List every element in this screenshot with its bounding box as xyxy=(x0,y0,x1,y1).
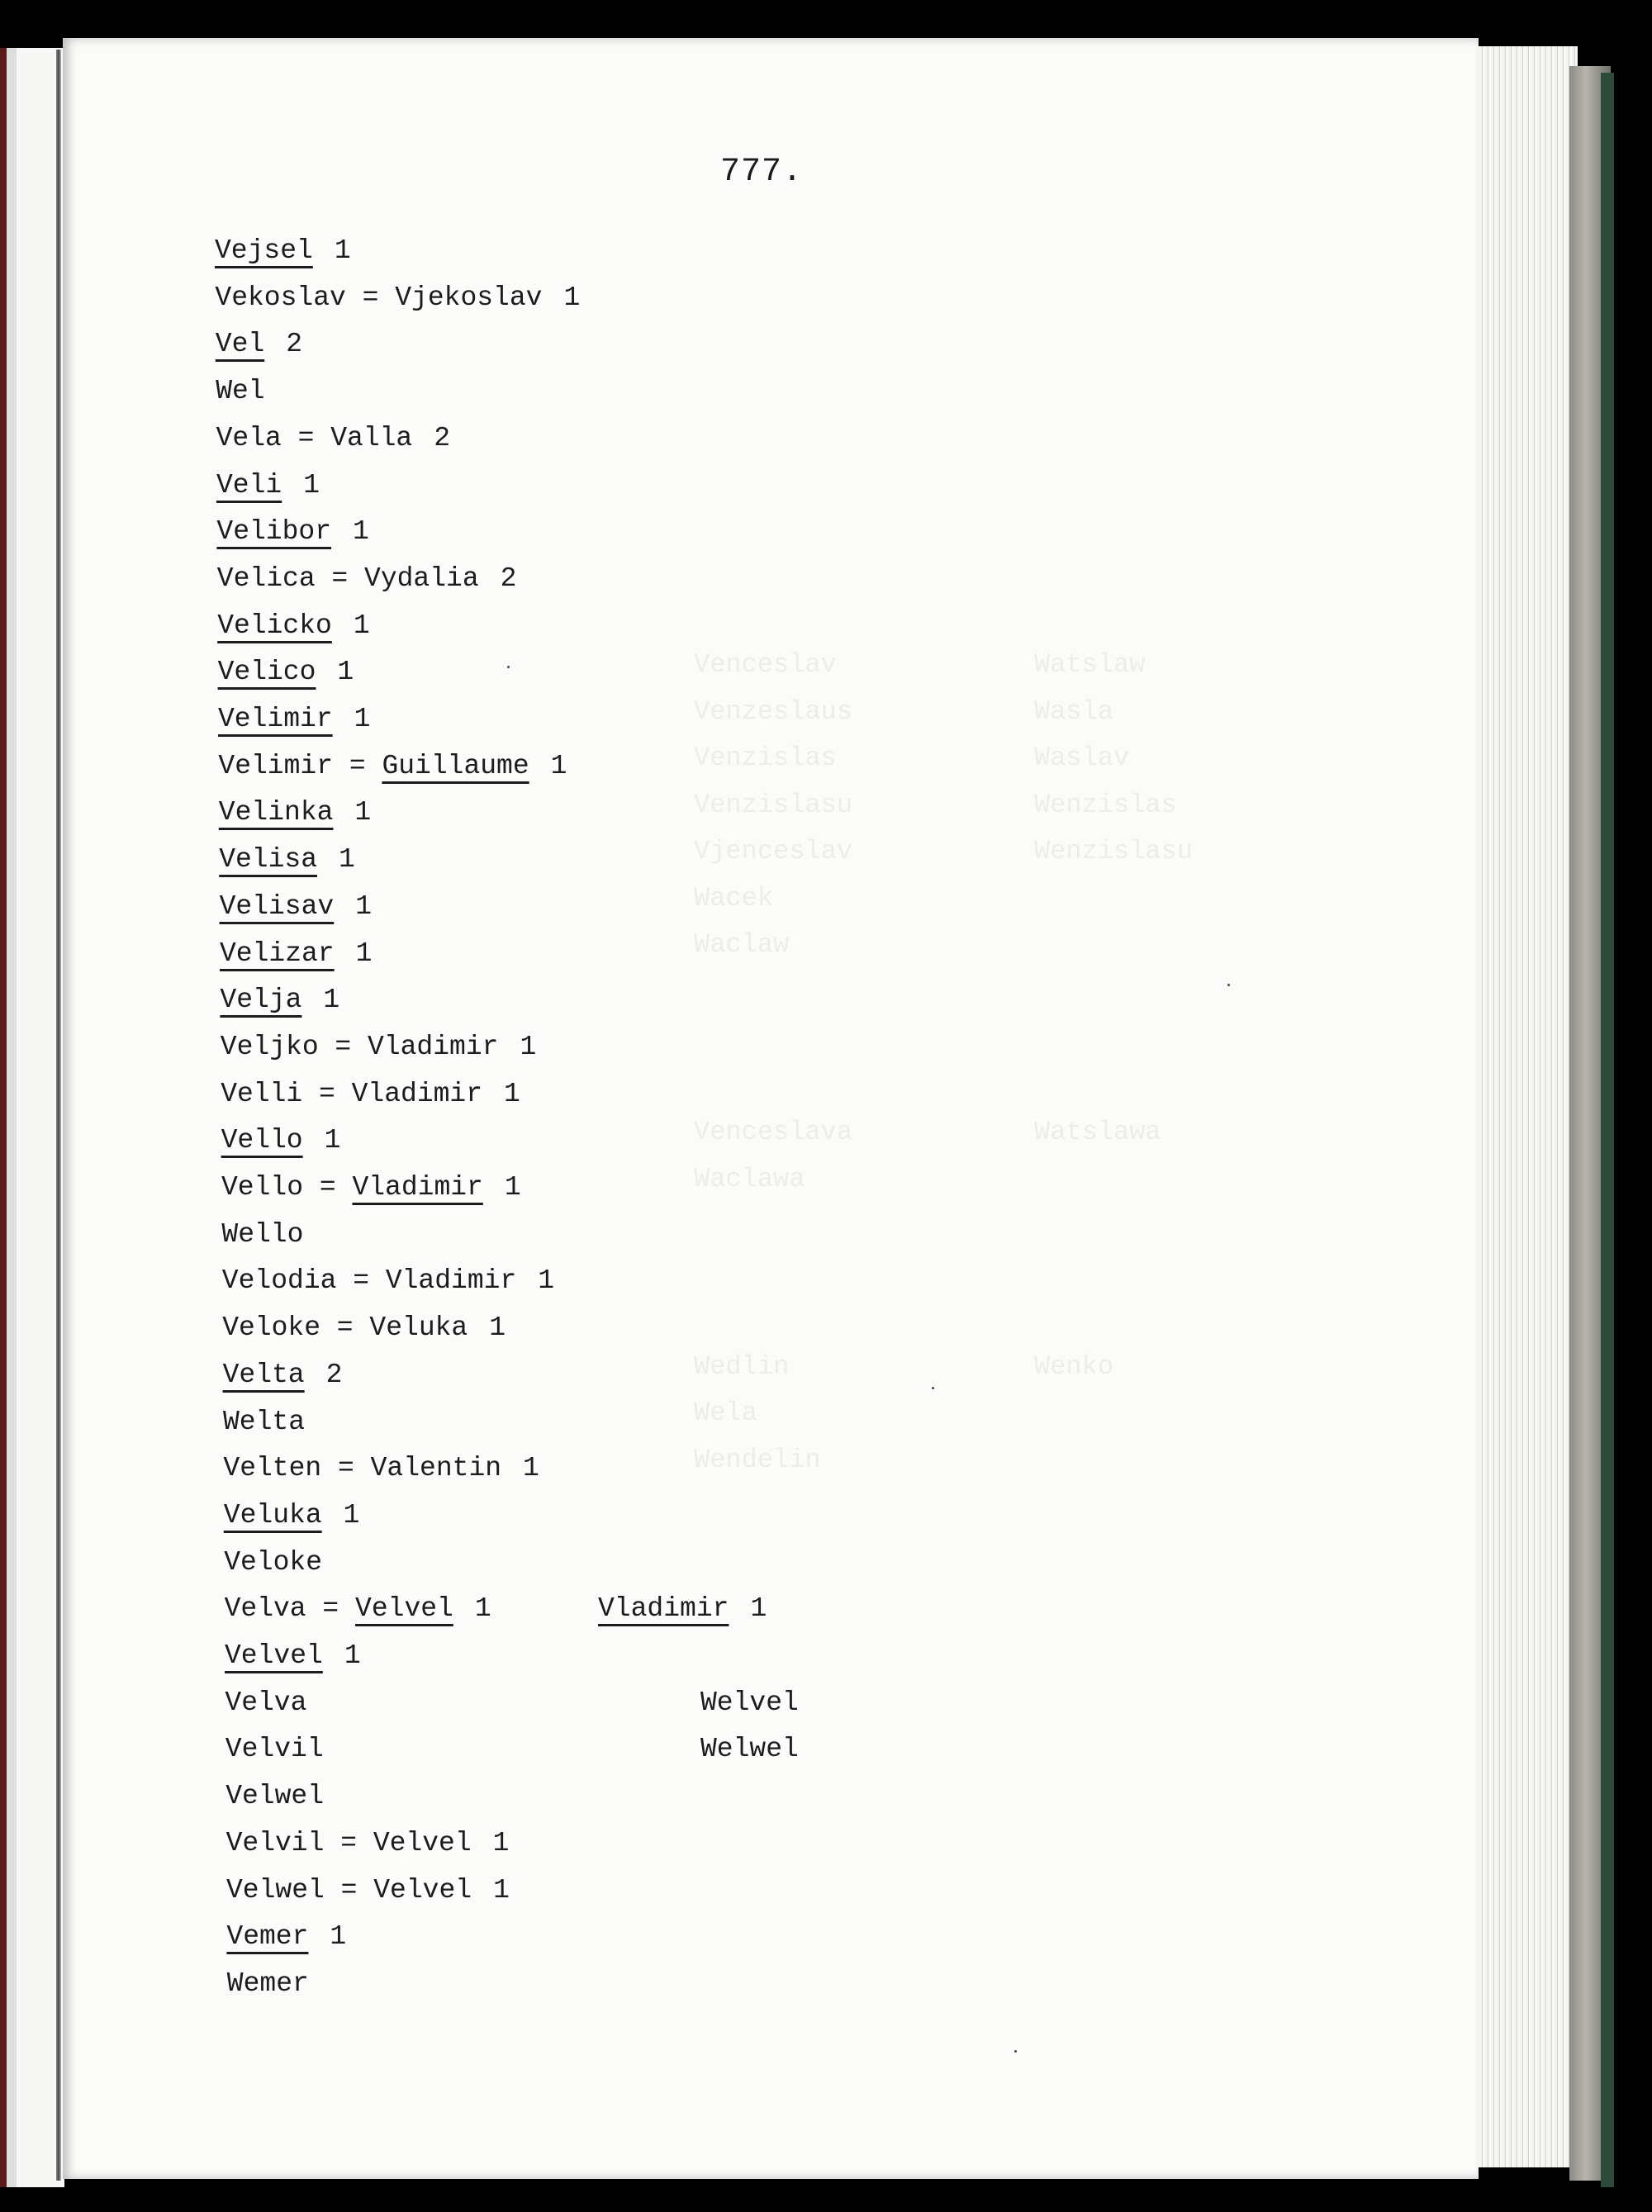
entry-name: Velja xyxy=(220,985,302,1016)
index-entry xyxy=(222,1265,554,1298)
entry-name: Vello xyxy=(221,1125,303,1156)
entry-name: Welta xyxy=(223,1406,306,1437)
ghost-word: Watslawa xyxy=(1034,1117,1161,1147)
index-entry xyxy=(218,703,370,736)
entry-count: 2 xyxy=(500,562,517,594)
ghost-word: Watslaw xyxy=(1034,649,1146,680)
entry-name: Velwel = Velvel xyxy=(226,1874,472,1906)
entry-count: 1 xyxy=(354,797,372,828)
ghost-word: Vjenceslav xyxy=(694,836,853,866)
entry-count: 1 xyxy=(550,750,567,781)
page-stack-edge xyxy=(1474,46,1578,2167)
ghost-word: Wasla xyxy=(1034,696,1114,727)
index-entry xyxy=(220,890,372,923)
ghost-word: Wedlin xyxy=(694,1351,790,1382)
index-entry xyxy=(220,937,372,971)
entry-count: 1 xyxy=(330,1921,347,1953)
index-entry xyxy=(219,796,371,829)
entry-count: 1 xyxy=(303,469,320,501)
entry-name: Velwel xyxy=(225,1781,325,1812)
index-entry xyxy=(221,1078,520,1111)
entry-count: 1 xyxy=(339,844,355,876)
entry-name: Veli xyxy=(216,469,282,501)
entry-count: 1 xyxy=(523,1453,539,1484)
page-number: 777. xyxy=(720,154,804,191)
variant-count: 1 xyxy=(750,1593,767,1625)
index-entry xyxy=(217,562,517,596)
speck xyxy=(932,1387,934,1389)
index-entry xyxy=(221,1218,303,1251)
index-entry xyxy=(216,422,450,455)
ghost-word: Wela xyxy=(694,1398,757,1428)
entry-count: 1 xyxy=(493,1874,510,1906)
entry-count: 1 xyxy=(337,657,354,688)
entry-name: Velinka xyxy=(218,797,334,828)
ghost-word: Venceslava xyxy=(694,1117,853,1147)
index-entry xyxy=(220,984,339,1017)
index-entry xyxy=(225,1733,324,1766)
index-entry xyxy=(225,1593,491,1626)
variant-name: Welwel xyxy=(700,1734,799,1765)
entry-count: 1 xyxy=(354,704,371,734)
index-entry xyxy=(226,1874,510,1907)
index-entry xyxy=(226,1827,510,1860)
entry-count: 1 xyxy=(355,937,373,969)
entry-variant xyxy=(700,1733,799,1766)
entry-name: Velten = Valentin xyxy=(223,1453,502,1484)
entry-name: Veloke = Veluka xyxy=(222,1312,468,1344)
book-spine xyxy=(56,50,61,2181)
ghost-word: Wacek xyxy=(694,883,774,914)
speck xyxy=(1227,984,1230,986)
entry-name: Vemer xyxy=(226,1921,309,1953)
index-entry xyxy=(221,1031,536,1064)
left-page-edge xyxy=(0,48,64,2187)
entry-count: 1 xyxy=(355,890,373,922)
entry-count: 1 xyxy=(489,1312,506,1344)
entry-name: Vel xyxy=(215,329,265,360)
entry-name: Veloke xyxy=(224,1546,323,1578)
speck xyxy=(507,666,510,668)
index-entry xyxy=(225,1780,324,1813)
index-entry xyxy=(223,1452,539,1485)
index-entry xyxy=(219,843,355,876)
index-entry xyxy=(218,656,354,689)
ghost-word: Waslav xyxy=(1034,743,1130,773)
entry-count: 2 xyxy=(325,1359,343,1390)
entry-name: Velimir = xyxy=(218,750,382,781)
index-entry xyxy=(221,1124,341,1157)
ghost-word: Wenko xyxy=(1034,1351,1114,1382)
variant-name: Welvel xyxy=(700,1687,799,1718)
entry-name: Vejsel xyxy=(215,235,313,266)
ghost-word: Venzislas xyxy=(694,743,837,773)
speck xyxy=(1014,2050,1017,2053)
entry-count: 1 xyxy=(504,1172,521,1203)
entry-name: Wemer xyxy=(226,1968,309,1999)
index-entry xyxy=(224,1546,322,1579)
entry-name: Velisa xyxy=(219,844,318,876)
entry-name: Veluka xyxy=(223,1499,322,1531)
variant-name: Vladimir xyxy=(598,1593,729,1625)
index-entry xyxy=(215,235,351,268)
entry-count: 1 xyxy=(492,1827,510,1858)
entry-count: 1 xyxy=(474,1593,491,1625)
entry-name: Wel xyxy=(216,376,265,407)
index-entry xyxy=(225,1640,361,1673)
entry-variant xyxy=(700,1687,799,1720)
index-entry xyxy=(226,1920,346,1953)
entry-count: 1 xyxy=(324,1125,341,1156)
index-entry xyxy=(222,1312,506,1345)
ghost-word: Waclawa xyxy=(694,1164,805,1194)
index-entry xyxy=(217,610,369,643)
entry-count: 1 xyxy=(343,1499,360,1531)
entry-name: Vello = xyxy=(221,1172,353,1203)
ghost-word: Venzeslaus xyxy=(694,696,853,727)
entry-equivalent: Vladimir xyxy=(352,1172,483,1203)
entry-name: Velizar xyxy=(220,937,335,969)
entry-count: 1 xyxy=(504,1078,520,1109)
entry-name: Velico xyxy=(217,657,316,688)
entry-name: Velodia = Vladimir xyxy=(221,1265,517,1297)
entry-count: 1 xyxy=(563,282,581,313)
index-entry xyxy=(215,282,580,315)
document-page xyxy=(63,38,1479,2179)
entry-name: Vekoslav = Vjekoslav xyxy=(215,282,543,313)
index-entry xyxy=(224,1499,360,1532)
index-entry xyxy=(225,1687,306,1720)
index-entry xyxy=(216,328,302,361)
entry-name: Velta xyxy=(222,1359,305,1390)
entry-count: 1 xyxy=(334,235,351,266)
entry-variant xyxy=(598,1593,767,1626)
entry-name: Velisav xyxy=(219,890,335,922)
entry-count: 1 xyxy=(353,516,369,548)
entry-equivalent: Guillaume xyxy=(382,750,529,781)
entry-count: 1 xyxy=(344,1640,361,1671)
index-entry xyxy=(216,515,368,548)
ghost-word: Venceslav xyxy=(694,649,837,680)
entry-name: Velica = Vydalia xyxy=(216,562,479,594)
cover-binding xyxy=(1601,73,1614,2187)
entry-name: Wello xyxy=(221,1218,304,1250)
entry-count: 1 xyxy=(323,985,340,1016)
entry-name: Vela = Valla xyxy=(216,422,413,453)
entry-count: 2 xyxy=(434,422,451,453)
ghost-word: Wendelin xyxy=(694,1445,821,1475)
index-entry xyxy=(221,1171,521,1204)
ghost-word: Wenzislasu xyxy=(1034,836,1194,866)
index-entry xyxy=(223,1359,343,1392)
entry-count: 1 xyxy=(353,610,370,641)
index-entry xyxy=(227,1968,309,2001)
entry-name: Veljko = Vladimir xyxy=(220,1031,499,1062)
entry-name: Velvel xyxy=(225,1640,323,1671)
entry-name: Velli = Vladimir xyxy=(221,1078,483,1109)
entry-equivalent: Velvel xyxy=(355,1593,453,1625)
index-entry xyxy=(216,469,320,502)
ghost-word: Venzislasu xyxy=(694,790,853,820)
entry-count: 1 xyxy=(538,1265,555,1297)
entry-name: Velvil xyxy=(225,1734,324,1765)
index-entry xyxy=(218,750,567,783)
ghost-word: Waclaw xyxy=(694,929,790,960)
entry-name: Velibor xyxy=(216,516,332,548)
entry-name: Velva xyxy=(225,1687,307,1718)
entry-name: Velva = xyxy=(224,1593,356,1625)
entry-name: Velvil = Velvel xyxy=(225,1827,472,1858)
entry-count: 1 xyxy=(520,1031,537,1062)
entry-name: Velimir xyxy=(218,704,333,734)
entry-name: Velicko xyxy=(217,610,332,641)
ghost-word: Wenzislas xyxy=(1034,790,1177,820)
entry-count: 2 xyxy=(286,329,303,360)
index-entry xyxy=(216,375,264,408)
index-entry xyxy=(223,1406,305,1439)
